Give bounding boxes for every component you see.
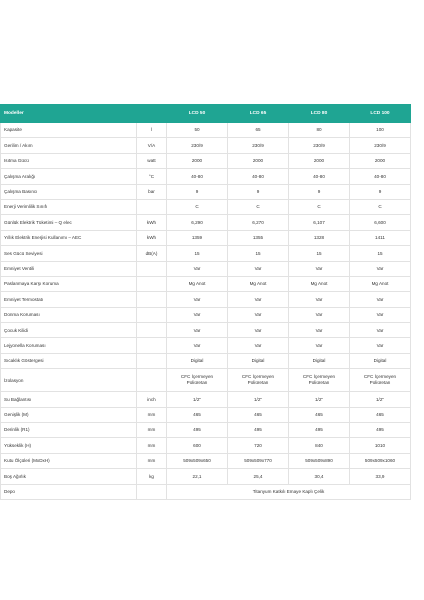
row-label: Depo	[1, 484, 137, 499]
header-model-2: LCD 65	[228, 105, 289, 123]
row-value-model-2: 1355	[228, 230, 289, 245]
row-value-model-1: 40-80	[167, 169, 228, 184]
row-value-model-1: 1359	[167, 230, 228, 245]
table-row	[1, 184, 411, 199]
table-row	[1, 323, 411, 338]
row-unit: kg	[137, 469, 167, 484]
row-value-model-4: C	[350, 199, 411, 214]
row-value-model-1: 2000	[167, 153, 228, 168]
row-value-model-3: 465	[289, 407, 350, 422]
row-unit	[137, 261, 167, 276]
row-value-model-3: 40-80	[289, 169, 350, 184]
row-value-model-2: Var	[228, 261, 289, 276]
row-label: Sıcaklık Göstergesi	[1, 353, 137, 368]
row-value-model-1: 600	[167, 438, 228, 453]
row-value-model-4: 465	[350, 407, 411, 422]
row-value-model-1: 22,1	[167, 469, 228, 484]
row-value-model-4: 509x509x1060	[350, 453, 411, 468]
row-label: Paslanmaya Karşı Koruma	[1, 276, 137, 291]
row-value-model-4: Mg Anot	[350, 276, 411, 291]
row-label: İzolasyon	[1, 369, 137, 392]
table-row	[1, 123, 411, 138]
table-row	[1, 199, 411, 214]
row-value-model-2: Var	[228, 292, 289, 307]
row-value-model-3: Var	[289, 292, 350, 307]
row-label: Çocuk Kilidi	[1, 323, 137, 338]
row-unit	[137, 484, 167, 499]
row-value-model-4: 230/9	[350, 138, 411, 153]
row-value-model-3: 80	[289, 123, 350, 138]
row-value-model-4: 2000	[350, 153, 411, 168]
row-value-model-1: Var	[167, 307, 228, 322]
row-value-model-2: Var	[228, 323, 289, 338]
row-label: Gerilim / Akım	[1, 138, 137, 153]
row-value-model-2: 495	[228, 423, 289, 438]
row-value-model-2: Var	[228, 338, 289, 353]
row-value-model-3: Var	[289, 307, 350, 322]
spec-table-container	[0, 104, 410, 500]
row-value-model-4: 15	[350, 246, 411, 261]
row-value-spanning: Titanyum Katkılı Emaye Kaplı Çelik	[167, 484, 411, 499]
row-unit	[137, 369, 167, 392]
spec-table	[0, 104, 411, 500]
row-value-model-1: 465	[167, 407, 228, 422]
row-value-model-4: Var	[350, 292, 411, 307]
row-label: Çalışma Aralığı	[1, 169, 137, 184]
row-value-model-4: 100	[350, 123, 411, 138]
table-row	[1, 215, 411, 230]
row-unit: inch	[137, 392, 167, 407]
row-value-model-2: Digital	[228, 353, 289, 368]
table-row	[1, 292, 411, 307]
row-unit	[137, 338, 167, 353]
header-unit	[137, 105, 167, 123]
row-unit: kWh	[137, 230, 167, 245]
row-unit	[137, 292, 167, 307]
table-row	[1, 423, 411, 438]
row-value-model-2: 40-80	[228, 169, 289, 184]
row-value-model-1: 50	[167, 123, 228, 138]
row-value-model-3: Digital	[289, 353, 350, 368]
row-value-model-2: 230/9	[228, 138, 289, 153]
row-value-model-3: CFC İçermeyen Poliüretan	[289, 369, 350, 392]
row-value-model-4: Var	[350, 338, 411, 353]
table-row	[1, 369, 411, 392]
row-value-model-3: C	[289, 199, 350, 214]
row-unit: l	[137, 123, 167, 138]
row-label: Emniyet Ventili	[1, 261, 137, 276]
row-unit	[137, 199, 167, 214]
row-label: Yükseklik (H)	[1, 438, 137, 453]
row-value-model-4: 1010	[350, 438, 411, 453]
row-value-model-4: 1/2"	[350, 392, 411, 407]
row-value-model-1: 6,290	[167, 215, 228, 230]
table-row	[1, 276, 411, 291]
row-unit	[137, 307, 167, 322]
row-value-model-3: Mg Anot	[289, 276, 350, 291]
row-value-model-4: Var	[350, 323, 411, 338]
row-value-model-1: Var	[167, 292, 228, 307]
table-row	[1, 338, 411, 353]
row-label: Yıllık Elektrik Enerjisi Kullanımı – AEC	[1, 230, 137, 245]
row-value-model-3: 30,4	[289, 469, 350, 484]
row-label: Donma Koruması	[1, 307, 137, 322]
header-model-1: LCD 50	[167, 105, 228, 123]
table-row	[1, 307, 411, 322]
row-label: Günlük Elektrik Tüketimi – Q elec	[1, 215, 137, 230]
row-value-model-1: Mg Anot	[167, 276, 228, 291]
row-value-model-2: CFC İçermeyen Poliüretan	[228, 369, 289, 392]
header-model-4: LCD 100	[350, 105, 411, 123]
row-value-model-1: CFC İçermeyen Poliüretan	[167, 369, 228, 392]
row-value-model-4: 40-80	[350, 169, 411, 184]
row-value-model-4: Var	[350, 261, 411, 276]
row-label: Boş Ağırlık	[1, 469, 137, 484]
row-value-model-2: 509x509x770	[228, 453, 289, 468]
table-row	[1, 246, 411, 261]
row-label: Kutu Ölçüleri (MxDxH)	[1, 453, 137, 468]
row-value-model-2: 2000	[228, 153, 289, 168]
row-value-model-3: 509x509x890	[289, 453, 350, 468]
table-row	[1, 138, 411, 153]
table-row	[1, 261, 411, 276]
table-row	[1, 453, 411, 468]
row-label: Çalışma Basıncı	[1, 184, 137, 199]
row-value-model-3: Var	[289, 323, 350, 338]
row-value-model-1: Var	[167, 338, 228, 353]
row-value-model-2: Var	[228, 307, 289, 322]
row-value-model-3: 1/2"	[289, 392, 350, 407]
row-unit: watt	[137, 153, 167, 168]
header-model-3: LCD 80	[289, 105, 350, 123]
table-row	[1, 153, 411, 168]
row-value-model-3: 840	[289, 438, 350, 453]
row-value-model-1: 495	[167, 423, 228, 438]
row-value-model-4: 1411	[350, 230, 411, 245]
row-value-model-4: 495	[350, 423, 411, 438]
row-value-model-2: C	[228, 199, 289, 214]
table-row	[1, 438, 411, 453]
row-value-model-2: 465	[228, 407, 289, 422]
row-label: Derinlik (R1)	[1, 423, 137, 438]
table-row	[1, 169, 411, 184]
row-value-model-1: 15	[167, 246, 228, 261]
row-unit: kWh	[137, 215, 167, 230]
row-value-model-1: Var	[167, 323, 228, 338]
row-value-model-2: Mg Anot	[228, 276, 289, 291]
row-value-model-2: 65	[228, 123, 289, 138]
row-unit: dB(A)	[137, 246, 167, 261]
row-label: Ses Gücü Seviyesi	[1, 246, 137, 261]
row-value-model-2: 9	[228, 184, 289, 199]
table-row	[1, 407, 411, 422]
row-unit: V/A	[137, 138, 167, 153]
row-label: Enerji Verimlilik Sınıfı	[1, 199, 137, 214]
row-value-model-4: 9	[350, 184, 411, 199]
row-label: Emniyet Termostatı	[1, 292, 137, 307]
row-value-model-4: 33,9	[350, 469, 411, 484]
row-value-model-4: CFC İçermeyen Poliüretan	[350, 369, 411, 392]
table-row	[1, 353, 411, 368]
row-value-model-2: 6,270	[228, 215, 289, 230]
row-value-model-3: 1328	[289, 230, 350, 245]
row-value-model-1: Var	[167, 261, 228, 276]
row-value-model-3: 15	[289, 246, 350, 261]
row-value-model-4: Var	[350, 307, 411, 322]
table-row	[1, 469, 411, 484]
row-unit: °C	[137, 169, 167, 184]
row-label: Su Bağlantısı	[1, 392, 137, 407]
row-value-model-3: 230/9	[289, 138, 350, 153]
row-value-model-1: 509x509x650	[167, 453, 228, 468]
row-value-model-3: Var	[289, 261, 350, 276]
row-value-model-2: 1/2"	[228, 392, 289, 407]
table-row	[1, 484, 411, 499]
row-unit	[137, 323, 167, 338]
row-label: Lejyonella Koruması	[1, 338, 137, 353]
row-value-model-1: 1/2"	[167, 392, 228, 407]
row-value-model-3: 6,107	[289, 215, 350, 230]
row-value-model-2: 25,4	[228, 469, 289, 484]
row-unit: mm	[137, 407, 167, 422]
row-unit: bar	[137, 184, 167, 199]
row-unit	[137, 353, 167, 368]
row-value-model-1: 230/9	[167, 138, 228, 153]
row-value-model-4: 6,600	[350, 215, 411, 230]
row-value-model-2: 15	[228, 246, 289, 261]
row-unit	[137, 276, 167, 291]
header-models: Modeller	[1, 105, 137, 123]
row-value-model-3: Var	[289, 338, 350, 353]
row-unit: mm	[137, 453, 167, 468]
row-value-model-1: C	[167, 199, 228, 214]
row-value-model-4: Digital	[350, 353, 411, 368]
row-value-model-3: 495	[289, 423, 350, 438]
row-value-model-3: 2000	[289, 153, 350, 168]
table-header-row	[1, 105, 411, 123]
table-body	[1, 123, 411, 500]
row-label: Kapasite	[1, 123, 137, 138]
row-value-model-1: 9	[167, 184, 228, 199]
row-unit: mm	[137, 423, 167, 438]
row-unit: mm	[137, 438, 167, 453]
row-label: Genişlik (M)	[1, 407, 137, 422]
row-value-model-3: 9	[289, 184, 350, 199]
table-row	[1, 230, 411, 245]
row-label: Isıtma Gücü	[1, 153, 137, 168]
row-value-model-1: Digital	[167, 353, 228, 368]
row-value-model-2: 720	[228, 438, 289, 453]
table-row	[1, 392, 411, 407]
